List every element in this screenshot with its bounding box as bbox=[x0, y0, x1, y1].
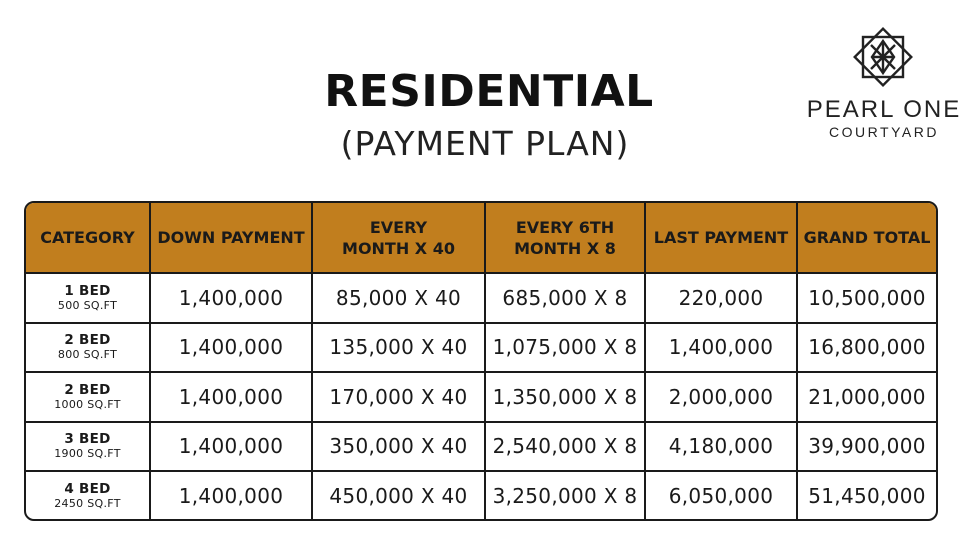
monthly-cell: 85,000 X 40 bbox=[312, 273, 485, 323]
grand-total-cell: 10,500,000 bbox=[797, 273, 936, 323]
category-cell bbox=[26, 422, 150, 472]
table-row bbox=[26, 323, 936, 373]
last-payment-cell: 220,000 bbox=[645, 273, 797, 323]
header-category: CATEGORY bbox=[26, 203, 150, 273]
page-title: RESIDENTIAL bbox=[324, 66, 654, 117]
brand-subtitle: COURTYARD bbox=[829, 124, 939, 140]
six-month-cell: 1,075,000 X 8 bbox=[485, 323, 645, 373]
grand-total-cell: 21,000,000 bbox=[797, 372, 936, 422]
header-every-6th-month: EVERY 6TH MONTH X 8 bbox=[485, 203, 645, 273]
header-last-payment: LAST PAYMENT bbox=[645, 203, 797, 273]
bed-count: 2 BED bbox=[64, 332, 111, 349]
grand-total-cell: 16,800,000 bbox=[797, 323, 936, 373]
last-payment-cell: 2,000,000 bbox=[645, 372, 797, 422]
header-down-payment: DOWN PAYMENT bbox=[150, 203, 312, 273]
payment-plan-table bbox=[24, 201, 938, 521]
grand-total-cell: 39,900,000 bbox=[797, 422, 936, 472]
table-row bbox=[26, 273, 936, 323]
grand-total-cell: 51,450,000 bbox=[808, 484, 926, 509]
star-lattice-icon bbox=[850, 24, 916, 90]
monthly-cell: 350,000 X 40 bbox=[312, 422, 485, 472]
unit-area: 800 SQ.FT bbox=[57, 348, 118, 362]
down-payment-cell: 1,400,000 bbox=[150, 273, 312, 323]
category-cell bbox=[26, 471, 150, 521]
six-month-cell: 3,250,000 X 8 bbox=[485, 471, 645, 521]
unit-area: 1900 SQ.FT bbox=[54, 447, 121, 461]
header-every-month: EVERY MONTH X 40 bbox=[312, 203, 485, 273]
monthly-cell: 450,000 X 40 bbox=[312, 471, 485, 521]
down-payment-cell: 1,400,000 bbox=[150, 323, 312, 373]
last-payment-cell: 6,050,000 bbox=[645, 471, 797, 521]
category-cell bbox=[26, 372, 150, 422]
page-subtitle: (PAYMENT PLAN) bbox=[340, 124, 630, 163]
bed-count: 1 BED bbox=[64, 282, 111, 299]
table-header-row bbox=[26, 203, 936, 273]
unit-area: 2450 SQ.FT bbox=[54, 497, 121, 511]
table-row bbox=[26, 471, 936, 521]
brand-logo bbox=[800, 24, 968, 144]
last-payment-cell: 1,400,000 bbox=[645, 323, 797, 373]
table-row bbox=[26, 422, 936, 472]
table-row bbox=[26, 372, 936, 422]
monthly-cell: 170,000 X 40 bbox=[312, 372, 485, 422]
monthly-cell: 135,000 X 40 bbox=[312, 323, 485, 373]
six-month-cell: 685,000 X 8 bbox=[485, 273, 645, 323]
unit-area: 500 SQ.FT bbox=[57, 298, 118, 312]
down-payment-cell: 1,400,000 bbox=[150, 422, 312, 472]
category-cell bbox=[26, 273, 150, 323]
unit-area: 1000 SQ.FT bbox=[54, 397, 121, 411]
bed-count: 2 BED bbox=[64, 381, 111, 398]
down-payment-cell: 1,400,000 bbox=[150, 372, 312, 422]
bed-count: 4 BED bbox=[64, 481, 111, 498]
bed-count: 3 BED bbox=[64, 431, 111, 448]
six-month-cell: 1,350,000 X 8 bbox=[485, 372, 645, 422]
down-payment-cell: 1,400,000 bbox=[150, 471, 312, 521]
six-month-cell: 2,540,000 X 8 bbox=[485, 422, 645, 472]
header-grand-total: GRAND TOTAL bbox=[797, 203, 936, 273]
category-cell bbox=[26, 323, 150, 373]
last-payment-cell: 4,180,000 bbox=[645, 422, 797, 472]
brand-name: PEARL ONE bbox=[806, 96, 962, 123]
